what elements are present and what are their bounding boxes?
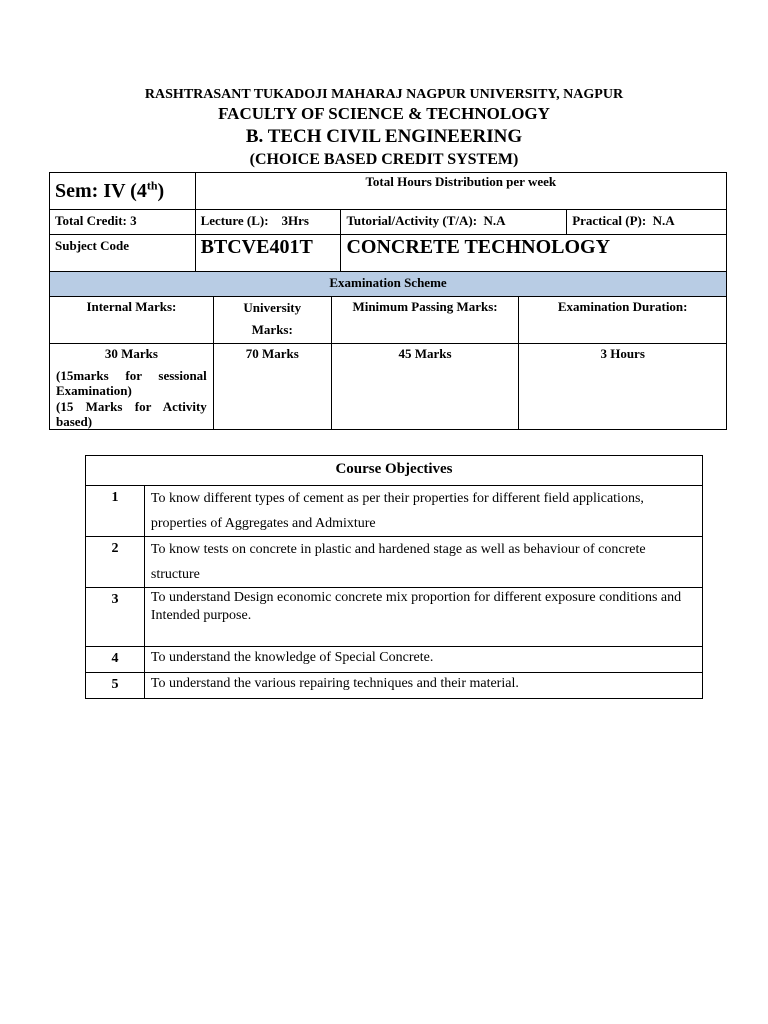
internal-note-activity: (15 Marks for Activity based): [56, 399, 207, 429]
duration-header: Examination Duration:: [519, 297, 727, 344]
objective-text: To understand the various repairing techniques and their material.: [144, 673, 702, 699]
objective-number: 2: [86, 537, 145, 588]
objective-text: To know tests on concrete in plastic and hardened stage as well as behaviour of concrete structure: [144, 537, 702, 588]
internal-marks-header: Internal Marks:: [50, 297, 214, 344]
objective-row: [86, 588, 703, 647]
subject-name: CONCRETE TECHNOLOGY: [341, 235, 727, 272]
practical-hours: Practical (P): N.A: [567, 210, 727, 235]
objective-text: [144, 588, 702, 647]
objective-text: To know different types of cement as per their properties for different field applications, properties of Aggregates and Admixture: [144, 486, 702, 537]
subject-code-label: Subject Code: [50, 235, 196, 272]
objective-row: [86, 486, 703, 537]
semester-cell: [50, 173, 196, 210]
credit-system: (CHOICE BASED CREDIT SYSTEM): [249, 151, 519, 168]
passing-marks-value: 45 Marks: [331, 344, 519, 430]
objective-number: 4: [86, 647, 145, 673]
passing-marks-header: Minimum Passing Marks:: [331, 297, 519, 344]
lecture-hours: Lecture (L): 3Hrs: [195, 210, 341, 235]
objective-number: 3: [86, 588, 145, 647]
exam-scheme-table: [49, 271, 727, 430]
course-objectives-title: Course Objectives: [86, 456, 703, 486]
duration-value: 3 Hours: [519, 344, 727, 430]
objective-number: 5: [86, 673, 145, 699]
faculty-name: FACULTY OF SCIENCE & TECHNOLOGY: [218, 104, 550, 123]
semester-label: Sem: IV (4th): [55, 178, 165, 203]
total-credit: Total Credit: 3: [50, 210, 196, 235]
objective-row: [86, 537, 703, 588]
university-marks-header: University Marks:: [213, 297, 331, 344]
objective-text-line: To understand Design economic concrete mix proportion for different exposure conditions and: [150, 590, 682, 605]
objective-text: To understand the knowledge of Special Concrete.: [144, 647, 702, 673]
objective-number: 1: [86, 486, 145, 537]
objective-text-line: Intended purpose.: [150, 608, 252, 623]
objective-row: [86, 673, 703, 699]
university-name: RASHTRASANT TUKADOJI MAHARAJ NAGPUR UNIVERSITY, NAGPUR: [144, 87, 624, 102]
document-header: [0, 86, 768, 170]
program-name: B. TECH CIVIL ENGINEERING: [245, 126, 523, 147]
objective-row: [86, 647, 703, 673]
hours-distribution-title: Total Hours Distribution per week: [195, 173, 726, 210]
course-objectives-table: [85, 455, 703, 699]
internal-marks-cell: [50, 344, 214, 430]
internal-marks-value: 30 Marks: [104, 346, 158, 361]
course-info-table: [49, 172, 727, 272]
university-marks-value: 70 Marks: [213, 344, 331, 430]
internal-note-sessional: (15marks for sessional Examination): [56, 368, 207, 398]
subject-code: BTCVE401T: [195, 235, 341, 272]
tutorial-hours: Tutorial/Activity (T/A): N.A: [341, 210, 567, 235]
exam-scheme-title: Examination Scheme: [50, 272, 727, 297]
